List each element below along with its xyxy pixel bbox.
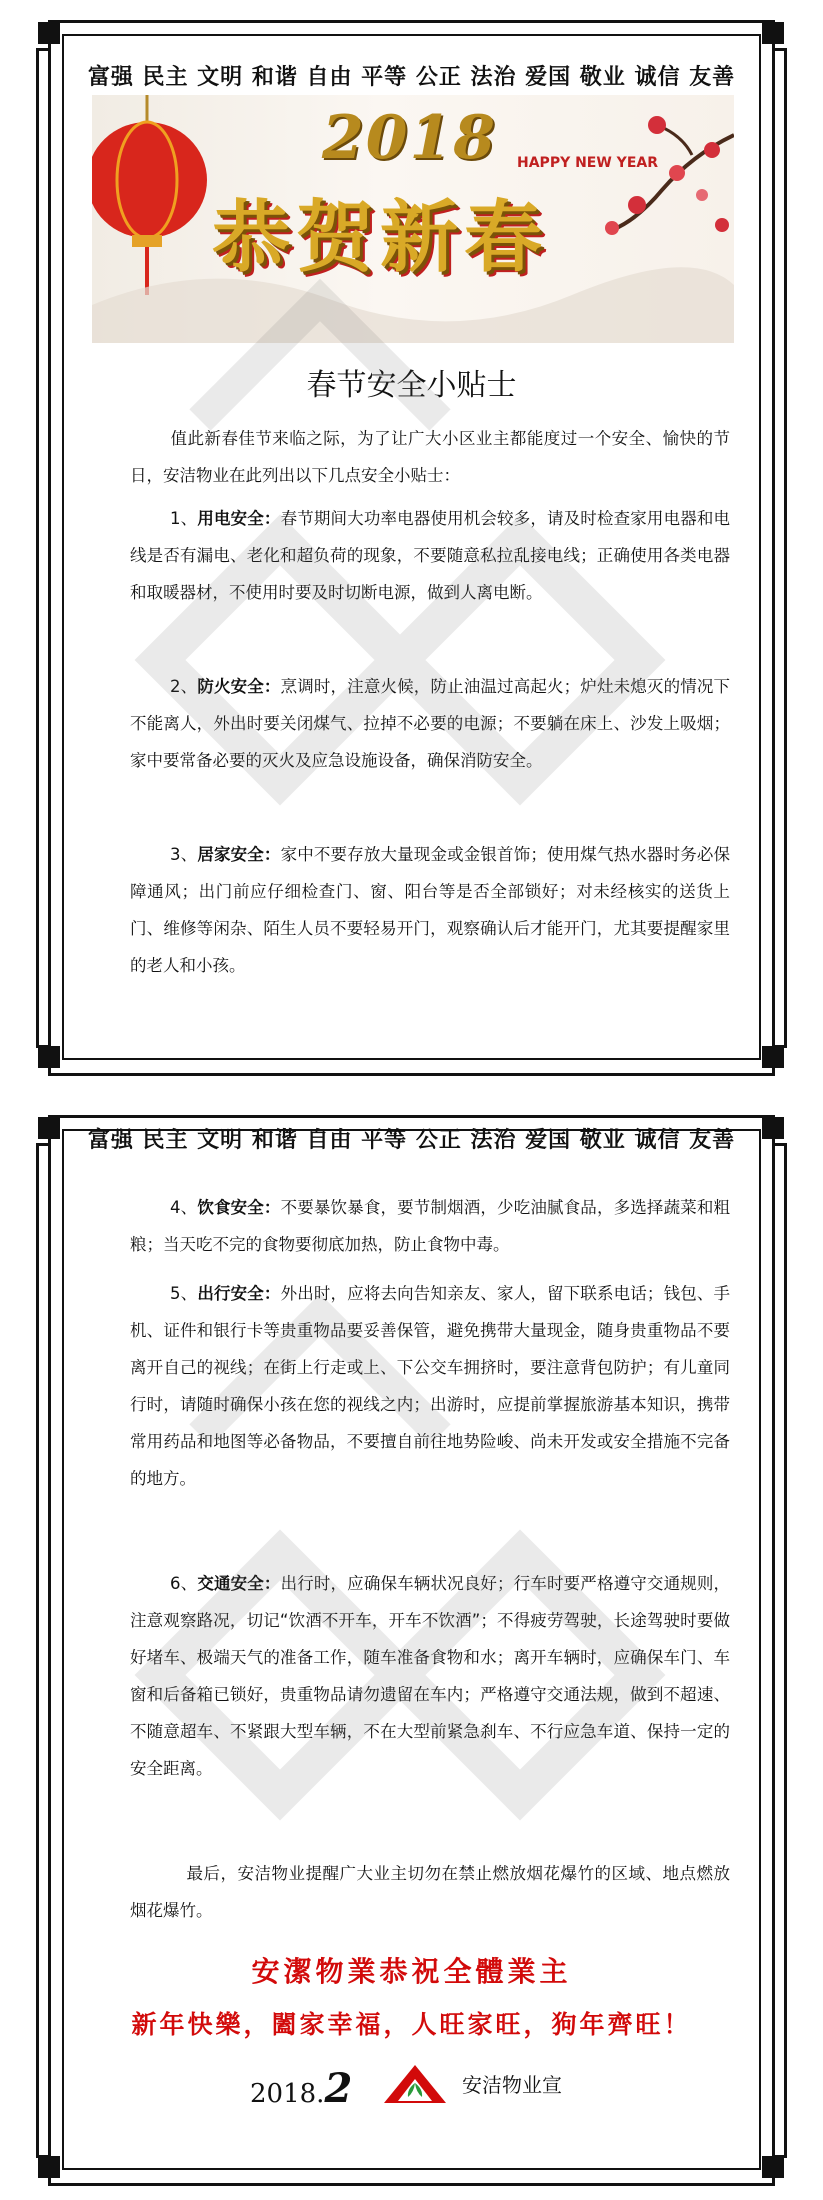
page-title: 春节安全小贴士 — [306, 368, 517, 403]
issue-date — [250, 2065, 352, 2112]
banner-happy-new-year: HAPPY NEW YEAR — [517, 155, 658, 171]
outer-frame-right-step — [772, 48, 787, 1048]
company-logo-icon — [380, 2061, 450, 2107]
corner-square — [38, 2156, 60, 2178]
date-month: 2 — [324, 2065, 353, 2112]
corner-square — [762, 1046, 784, 1068]
tip-heading: 防火安全： — [197, 677, 281, 696]
corner-square — [762, 22, 784, 44]
plum-blossom-icon — [605, 116, 734, 235]
corner-square — [762, 2156, 784, 2178]
tip-item-electric: 1、用电安全：春节期间大功率电器使用机会较多，请及时检查家用电器和电线是否有漏电、老化和超负荷的现象，不要随意私拉乱接电线；正确使用各类电器和取暖器材，不使用时要及时切断电源，做到人离电断。 — [130, 509, 731, 602]
poster-page-1 — [0, 0, 823, 1080]
closing-paragraph — [130, 1855, 730, 1929]
tip-heading: 居家安全： — [197, 845, 281, 864]
corner-square — [38, 1046, 60, 1068]
signer-name: 安洁物业宣 — [462, 2073, 562, 2097]
tip-item-home: 3、居家安全：家中不要存放大量现金或金银首饰；使用煤气热水器时务必保障通风；出门前应仔细检查门、窗、阳台等是否全部锁好；对未经核实的送货上门、维修等闲杂、陌生人员不要轻易开门，观察确认后才能开门，尤其要提醒家里的老人和小孩。 — [130, 845, 731, 975]
closing-text: 最后，安洁物业提醒广大业主切勿在禁止燃放烟花爆竹的区域、地点燃放烟花爆竹。 — [130, 1864, 730, 1920]
greeting-line-1: 安潔物業恭祝全體業主 — [251, 1955, 572, 1988]
banner-main-text: 恭贺新春 — [212, 192, 549, 283]
intro-text: 值此新春佳节来临之际，为了让广大小区业主都能度过一个安全、愉快的节日，安洁物业在此列出以下几点安全小贴士： — [130, 429, 730, 485]
lantern-icon — [92, 95, 207, 295]
tip-heading: 出行安全： — [197, 1284, 281, 1303]
signature-row — [0, 2053, 823, 2113]
core-values-bar: 富强 民主 文明 和谐 自由 平等 公正 法治 爱国 敬业 诚信 友善 — [87, 1128, 736, 1153]
tip-heading: 用电安全： — [197, 509, 281, 528]
new-year-banner — [92, 95, 734, 343]
outer-frame-left-step — [36, 48, 51, 1048]
tip-body: 春节期间大功率电器使用机会较多，请及时检查家用电器和电线是否有漏电、老化和超负荷的现象，不要随意私拉乱接电线；正确使用各类电器和取暖器材，不使用时要及时切断电源，做到人离电断。 — [130, 509, 731, 602]
tip-body: 出行时，应确保车辆状况良好；行车时要严格遵守交通规则，注意观察路况，切记“饮酒不开车，开车不饮酒”；不得疲劳驾驶，长途驾驶时要做好堵车、极端天气的准备工作，随车准备食物和水；离开车辆时，应确保车门、车窗和后备箱已锁好，贵重物品请勿遗留在车内；严格遵守交通法规，做到不超速、不随意超车、不紧跟大型车辆，不在大型前紧急刹车、不行应急车道、保持一定的安全距离。 — [130, 1574, 731, 1778]
intro-paragraph — [130, 420, 730, 494]
tip-item-food: 4、饮食安全：不要暴饮暴食，要节制烟酒，少吃油腻食品，多选择蔬菜和粗粮；当天吃不完的食物要彻底加热，防止食物中毒。 — [130, 1198, 731, 1254]
tip-heading: 饮食安全： — [197, 1198, 281, 1217]
core-values-bar: 富强 民主 文明 和谐 自由 平等 公正 法治 爱国 敬业 诚信 友善 — [87, 65, 736, 90]
date-year: 2018. — [250, 2079, 325, 2109]
banner-year: 2018 — [322, 103, 497, 173]
poster-page-2 — [0, 1095, 823, 2200]
tip-item-travel: 5、出行安全：外出时，应将去向告知亲友、家人，留下联系电话；钱包、手机、证件和银行卡等贵重物品要妥善保管，避免携带大量现金，随身贵重物品不要离开自己的视线；在街上行走或上、下公交车拥挤时，要注意背包防护；有儿童同行时，请随时确保小孩在您的视线之内；出游时，应提前掌握旅游基本知识，携带常用药品和地图等必备物品，不要擅自前往地势险峻、尚未开发或安全措施不完备的地方。 — [130, 1284, 731, 1488]
tip-item-traffic: 6、交通安全：出行时，应确保车辆状况良好；行车时要严格遵守交通规则，注意观察路况，切记“饮酒不开车，开车不饮酒”；不得疲劳驾驶，长途驾驶时要做好堵车、极端天气的准备工作，随车准备食物和水；离开车辆时，应确保车门、车窗和后备箱已锁好，贵重物品请勿遗留在车内；严格遵守交通法规，做到不超速、不随意超车、不紧跟大型车辆，不在大型前紧急刹车、不行应急车道、保持一定的安全距离。 — [130, 1574, 731, 1778]
tip-body: 家中不要存放大量现金或金银首饰；使用煤气热水器时务必保障通风；出门前应仔细检查门、窗、阳台等是否全部锁好；对未经核实的送货上门、维修等闲杂、陌生人员不要轻易开门，观察确认后才能开门，尤其要提醒家里的老人和小孩。 — [130, 845, 731, 975]
tip-item-fire: 2、防火安全：烹调时，注意火候，防止油温过高起火；炉灶未熄灭的情况下不能离人，外出时要关闭煤气、拉掉不必要的电源；不要躺在床上、沙发上吸烟；家中要常备必要的灭火及应急设施设备，确保消防安全。 — [130, 677, 731, 770]
tip-heading: 交通安全： — [197, 1574, 281, 1593]
greeting-line-2: 新年快樂，闔家幸福，人旺家旺，狗年齊旺！ — [131, 2010, 692, 2039]
corner-square — [38, 22, 60, 44]
tip-body: 外出时，应将去向告知亲友、家人，留下联系电话；钱包、手机、证件和银行卡等贵重物品要妥善保管，避免携带大量现金，随身贵重物品不要离开自己的视线；在街上行走或上、下公交车拥挤时，要注意背包防护；有儿童同行时，请随时确保小孩在您的视线之内；出游时，应提前掌握旅游基本知识，携带常用药品和地图等必备物品，不要擅自前往地势险峻、尚未开发或安全措施不完备的地方。 — [130, 1284, 731, 1488]
tip-body: 不要暴饮暴食，要节制烟酒，少吃油腻食品，多选择蔬菜和粗粮；当天吃不完的食物要彻底加热，防止食物中毒。 — [130, 1198, 731, 1254]
tip-body: 烹调时，注意火候，防止油温过高起火；炉灶未熄灭的情况下不能离人，外出时要关闭煤气、拉掉不必要的电源；不要躺在床上、沙发上吸烟；家中要常备必要的灭火及应急设施设备，确保消防安全。 — [130, 677, 731, 770]
